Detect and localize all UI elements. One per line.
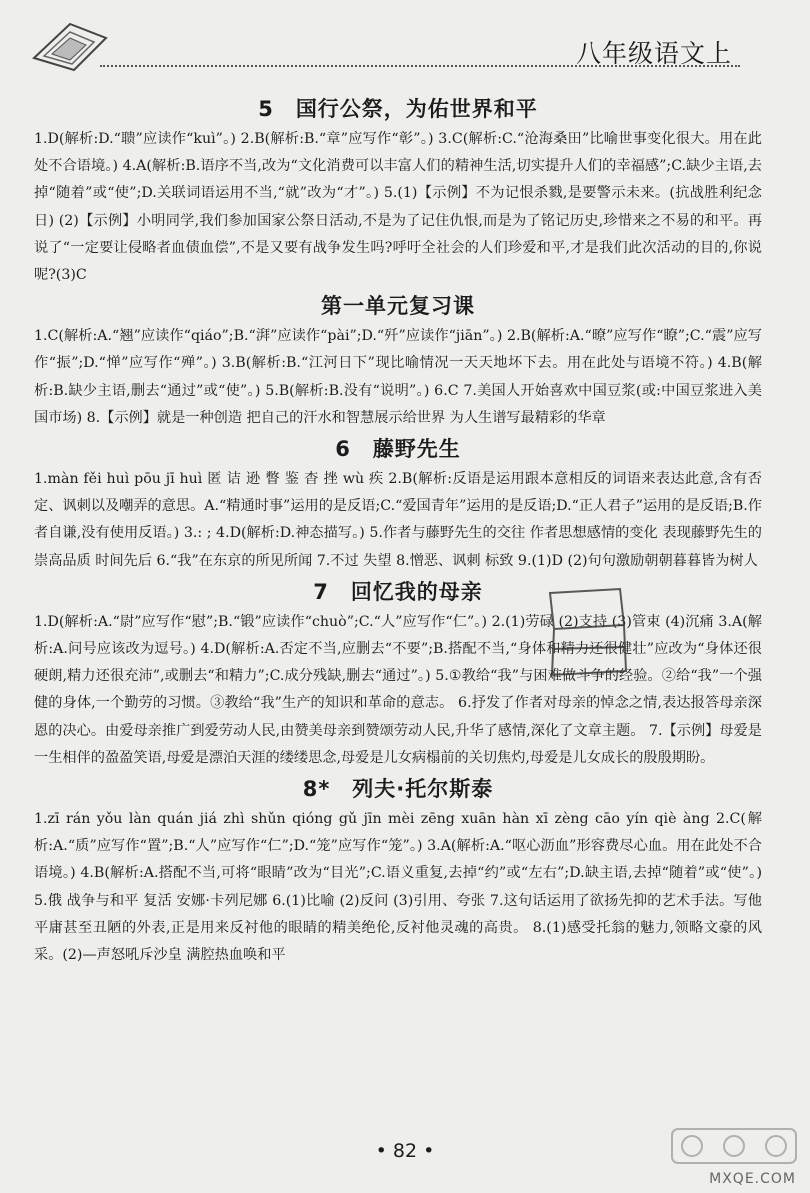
section-title [34, 92, 762, 126]
section-title [34, 575, 762, 609]
section-title-text: 回忆我的母亲 [350, 579, 483, 604]
answer-content [34, 92, 762, 969]
header-divider [100, 65, 740, 67]
section-number: 5 [258, 97, 274, 121]
section-5 [34, 92, 762, 289]
handwritten-scribble-icon [540, 585, 630, 685]
book-title: 八年级语文上 [575, 39, 732, 68]
section-8 [34, 772, 762, 969]
section-number: 8* [302, 777, 331, 802]
section-title-text: 藤野先生 [372, 437, 461, 462]
page-header [0, 0, 810, 78]
section-title-text: 第一单元复习课 [321, 294, 475, 319]
page-number: • 82 • [375, 1140, 435, 1162]
section-answers: 1.D(解析:D.“聩”应读作“kuì”。) 2.B(解析:B.“章”应写作“彰”。) 3.C(解析:C.“沧海桑田”比喻世事变化很大。用在此处不合语境。) 4.A(解析:B.语序不当,改为“文化消费可以丰富人们的精神生活,切实提升人们的幸福感”;C.缺少主语,去掉“随着”或“使”;D.关联词语运用不当,“就”改为“才”。) 5.(1)【示例】不为记恨杀戮,是要警示未来。(抗战胜利纪念日) (2)【示例】小明同学,我们参加国家公祭日活动,不是为了记住仇恨,而是为了铭记历史,珍惜来之不易的和平。再说了“一定要让侵略者血债血偿”,不是又要有战争发生吗?呼吁全社会的人们珍爱和平,才是我们此次活动的目的,你说呢?(3)C [34, 131, 762, 284]
section-title-text: 列夫·托尔斯泰 [352, 777, 494, 802]
section-answers: 1.zī rán yǒu làn quán jiá zhì shǔn qióng gǔ jīn mèi zēng xuān hàn xī zèng cāo yín qiè àng 2.C(解析:A.“质”应写作“置”;B.“人”应写作“仁”;D.“笼”应写作“笼”。) 3.A(解析:A.“呕心沥血”形容费尽心血。用在此处不合语境。) 4.B(解析:A.搭配不当,可将“眼睛”改为“目光”;C.语义重复,去掉“约”或“左右”;D.缺主语,去掉“随着”或“使”。) 5.俄 战争与和平 复活 安娜·卡列尼娜 6.(1)比喻 (2)反问 (3)引用、夸张 7.这句话运用了欲扬先抑的艺术手法。写他平庸甚至丑陋的外表,正是用来反衬他的眼睛的精美绝伦,反衬他灵魂的高贵。 8.(1)感受托翁的魅力,领略文豪的风采。(2)—声怒吼斥沙皇 满腔热血唤和平 [34, 811, 762, 964]
section-unit-review [34, 289, 762, 432]
section-title [34, 432, 762, 466]
section-title [34, 772, 762, 806]
section-7 [34, 575, 762, 772]
section-answers: 1.màn fěi huì pōu jī huì 匿 诘 逊 瞥 鉴 杳 挫 wù 疾 2.B(解析:反语是运用跟本意相反的词语来表达此意,含有否定、讽刺以及嘲弄的意思。A.“精通时事”运用的是反语;C.“爱国青年”运用的是反语;D.“正人君子”运用的是反语;B.作者自谦,没有使用反语。) 3.: ; 4.D(解析:D.神态描写。) 5.作者与藤野先生的交往 作者思想感情的变化 表现藤野先生的崇高品质 时间先后 6.“我”在东京的所见所闻 7.不过 失望 8.憎恶、讽刺 标致 9.(1)D (2)句句激励朝朝暮暮皆为树人 [34, 471, 762, 569]
section-answers: 1.D(解析:A.“尉”应写作“慰”;B.“锻”应读作“chuò”;C.“人”应写作“仁”。) 2.(1)劳碌 (2)支持 (3)管束 (4)沉痛 3.A(解析:A.问号应该改为逗号。) 4.D(解析:A.否定不当,应删去“不要”;B.搭配不当,“身体和精力还很健壮”应改为“身体还很硬朗,精力还很充沛”,或删去“和精力”;C.成分残缺,删去“通过”。) 5.①教给“我”与困难做斗争的经验。②给“我”一个强健的身体,一个勤劳的习惯。③教给“我”生产的知识和革命的意志。 6.抒发了作者对母亲的悼念之情,表达报答母亲深恩的决心。由爱母亲推广到爱劳动人民,由赞美母亲到赞颂劳动人民,升华了感情,深化了文章主题。 7.【示例】母爱是一生相伴的盈盈笑语,母爱是漂泊天涯的缕缕思念,母爱是儿女病榻前的关切焦灼,母爱是儿女成长的殷殷期盼。 [34, 613, 762, 766]
section-title [34, 289, 762, 323]
book-corner-logo-icon [30, 18, 110, 74]
section-6 [34, 432, 762, 575]
section-number: 6 [335, 437, 351, 462]
watermark-url: MXQE.COM [709, 1171, 796, 1187]
section-number: 7 [313, 579, 329, 604]
section-title-text: 国行公祭，为佑世界和平 [295, 97, 538, 121]
section-answers: 1.C(解析:A.“翘”应读作“qiáo”;B.“湃”应读作“pài”;D.“歼”应读作“jiān”。) 2.B(解析:A.“暸”应写作“瞭”;C.“震”应写作“振”;D.“惮”应写作“殚”。) 3.B(解析:B.“江河日下”现比喻情况一天天地坏下去。用在此处与语境不符。) 4.B(解析:B.缺少主语,删去“通过”或“使”。) 5.B(解析:B.没有“说明”。) 6.C 7.美国人开始喜欢中国豆浆(或:中国豆浆进入美国市场) 8.【示例】就是一种创造 把自己的汗水和智慧展示给世界 为人生谱写最精彩的华章 [34, 328, 762, 426]
